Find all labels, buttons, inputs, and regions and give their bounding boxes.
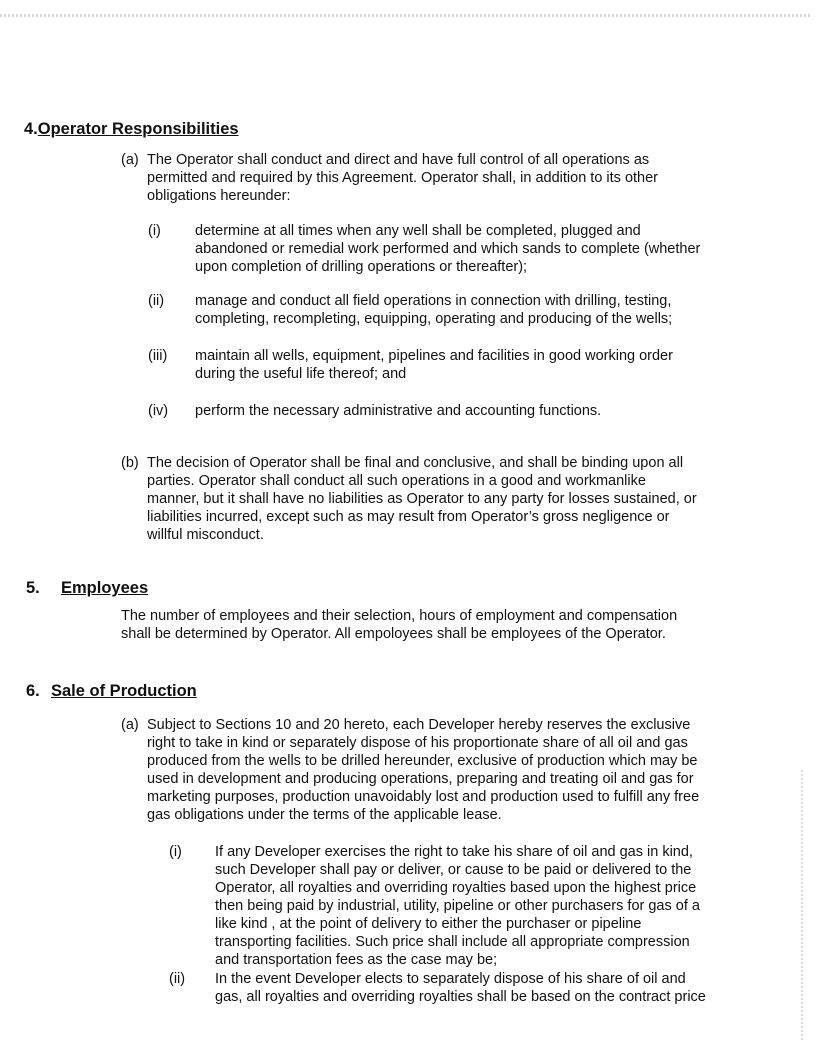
paragraph-label: (a) [121,152,139,168]
section-6-paragraph-a [121,716,781,826]
section-4-heading [24,119,239,139]
item-text: determine at all times when any well shall be completed, plugged and abandoned or remedial work performed and which sands to complete (whether upon completion of drilling operations or thereafter); [195,223,701,275]
list-item-4a-ii [148,292,758,330]
section-title: Operator Responsibilities [37,120,239,138]
section-number: 4. [24,120,38,138]
item-label: (iv) [148,403,169,419]
paragraph-text: The Operator shall conduct and direct and have full control of all operations as permitted and required by this Agreement. Operator shall, in addition to its other obligations hereunder: [147,152,659,204]
list-item-4a-iii [148,347,758,385]
section-5-body [121,607,781,645]
section-4-paragraph-b [121,454,781,546]
item-label: (ii) [169,971,186,987]
paragraph-text: The decision of Operator shall be final and conclusive, and shall be binding upon all parties. Operator shall conduct all such operations in a good and workmanlike manner, but it shall have no liabilities as Operator to any party for losses sustained, or liabilities incurred, except such as may result from Operator’s gross negligence or willful misconduct. [147,455,697,543]
list-item-4a-iv [148,402,758,422]
scan-artifact-right [801,770,803,1040]
section-number: 5. [26,579,40,597]
section-6-heading [26,681,197,701]
paragraph-text: The number of employees and their selection, hours of employment and compensation shall be determined by Operator. All empoloyees shall be employees of the Operator. [121,608,678,642]
item-label: (ii) [148,293,165,309]
paragraph-label: (b) [121,455,139,471]
item-label: (i) [148,223,161,239]
paragraph-text: Subject to Sections 10 and 20 hereto, each Developer hereby reserves the exclusive right to take in kind or separately dispose of his proportionate share of all oil and gas produced from the wells to be drilled hereunder, exclusive of production which may be used in development and producing operations, preparing and treating oil and gas for marketing purposes, production unavoidably lost and production used to fulfill any free gas obligations under the terms of the applicable lease. [147,717,700,823]
item-text: maintain all wells, equipment, pipelines and facilities in good working order during the useful life thereof; and [195,348,673,382]
list-item-4a-i [148,222,758,278]
list-item-6a-ii [169,970,769,1008]
section-number: 6. [26,682,40,700]
section-4-paragraph-a [121,151,771,207]
item-label: (iii) [148,348,168,364]
section-title: Sale of Production [51,682,197,700]
scan-artifact-top [0,14,810,17]
item-text: If any Developer exercises the right to take his share of oil and gas in kind, such Developer shall pay or deliver, or cause to be paid or delivered to the Operator, all royalties and overriding royalties based upon the highest price then being paid by industrial, utility, pipeline or other purchasers for gas of a like kind , at the point of delivery to either the purchaser or pipeline transporting facilities. Such price shall include all appropriate compression and transportation fees as the case may be; [215,844,700,968]
section-title: Employees [61,579,149,597]
item-text: manage and conduct all field operations in connection with drilling, testing, completing, recompleting, equipping, operating and producing of the wells; [195,293,673,327]
item-label: (i) [169,844,182,860]
paragraph-label: (a) [121,717,139,733]
item-text: perform the necessary administrative and accounting functions. [195,403,602,419]
list-item-6a-i [169,843,769,971]
item-text: In the event Developer elects to separately dispose of his share of oil and gas, all royalties and overriding royalties shall be based on the contract price [215,971,706,1005]
section-5-heading [26,578,148,598]
